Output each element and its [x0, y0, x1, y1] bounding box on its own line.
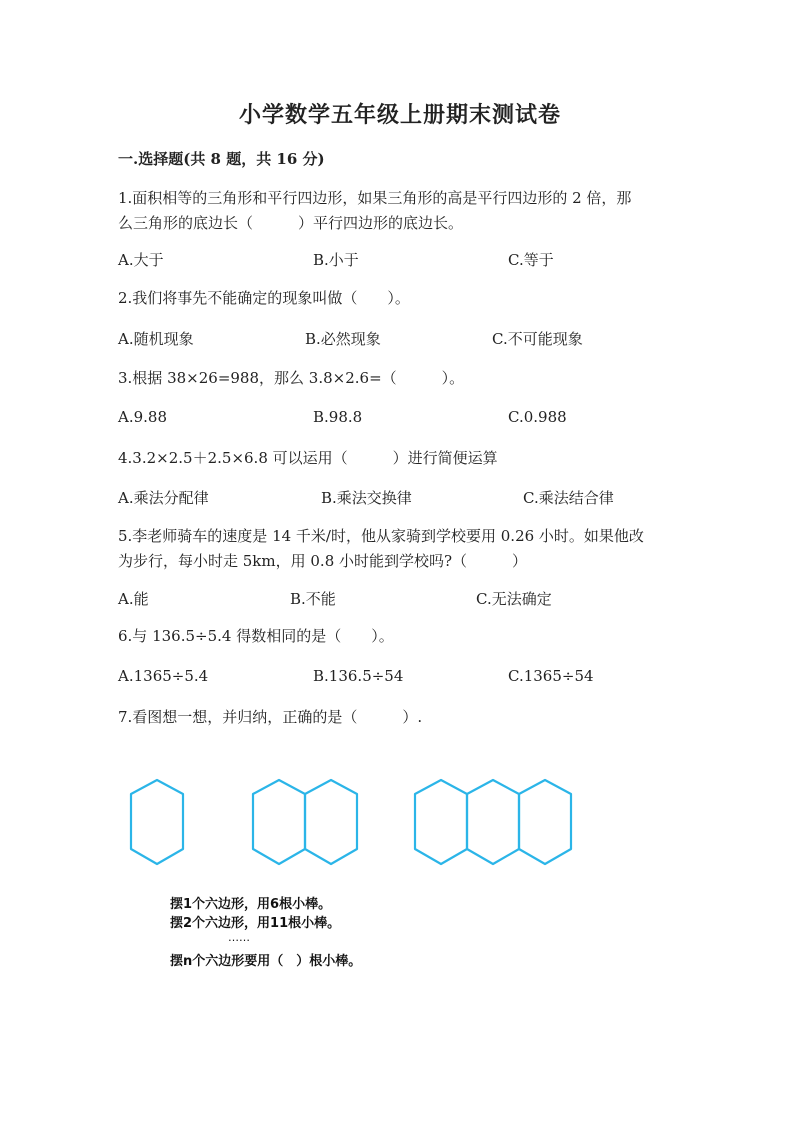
section-heading: 一.选择题(共 8 题，共 16 分)	[118, 150, 325, 168]
question-5-line-1: 5.李老师骑车的速度是 14 千米/时，他从家骑到学校要用 0.26 小时。如果他改	[118, 527, 644, 545]
hexagon-triple-left	[415, 780, 467, 864]
question-1-option-c: C.等于	[508, 251, 554, 269]
question-5-option-b: B.不能	[290, 590, 336, 608]
figure-caption-2: 摆2个六边形，用11根小棒。	[170, 916, 341, 931]
question-5-line-2: 为步行，每小时走 5km，用 0.8 小时能到学校吗?（ ）	[118, 552, 528, 570]
question-4	[118, 446, 686, 471]
hexagon-pair-right	[305, 780, 357, 864]
figure-caption-3: 摆n个六边形要用（ ）根小棒。	[170, 954, 362, 969]
question-2-option-a: A.随机现象	[118, 330, 194, 348]
figure-caption-ellipsis: ……	[228, 931, 250, 944]
question-6-option-c: C.1365÷54	[508, 667, 594, 685]
question-3-option-a: A.9.88	[118, 408, 167, 426]
question-3-option-c: C.0.988	[508, 408, 567, 426]
question-2-option-b: B.必然现象	[305, 330, 381, 348]
hexagon-pair-left	[253, 780, 305, 864]
question-6-line-1: 6.与 136.5÷5.4 得数相同的是（ ）。	[118, 627, 394, 645]
question-4-line-1: 4.3.2×2.5＋2.5×6.8 可以运用（ ）进行简便运算	[118, 449, 498, 467]
page-title: 小学数学五年级上册期末测试卷	[238, 102, 561, 128]
question-5-option-c: C.无法确定	[476, 590, 552, 608]
question-6-option-a: A.1365÷5.4	[118, 667, 209, 685]
question-7	[118, 705, 686, 730]
question-2	[118, 286, 686, 311]
question-3-line-1: 3.根据 38×26=988，那么 3.8×2.6=（ ）。	[118, 369, 465, 387]
question-4-option-b: B.乘法交换律	[321, 489, 412, 507]
figure-caption-1: 摆1个六边形，用6根小棒。	[170, 897, 332, 912]
hexagon-triple-right	[519, 780, 571, 864]
question-3-option-b: B.98.8	[313, 408, 363, 426]
question-1-line-1: 1.面积相等的三角形和平行四边形，如果三角形的高是平行四边形的 2 倍，那	[118, 189, 632, 207]
question-2-line-1: 2.我们将事先不能确定的现象叫做（ ）。	[118, 289, 410, 307]
question-2-option-c: C.不可能现象	[492, 330, 583, 348]
hexagon-figure	[118, 772, 598, 872]
question-5	[118, 524, 686, 574]
hexagon-triple-middle	[467, 780, 519, 864]
question-1-option-a: A.大于	[118, 251, 164, 269]
hexagon-single	[131, 780, 183, 864]
question-6-option-b: B.136.5÷54	[313, 667, 404, 685]
question-3	[118, 366, 686, 391]
question-6	[118, 624, 686, 649]
question-1-line-2: 么三角形的底边长（ ）平行四边形的底边长。	[118, 214, 464, 232]
question-7-line-1: 7.看图想一想，并归纳，正确的是（ ）.	[118, 708, 423, 726]
question-1	[118, 186, 686, 236]
question-4-option-c: C.乘法结合律	[523, 489, 614, 507]
question-5-option-a: A.能	[118, 590, 149, 608]
question-4-option-a: A.乘法分配律	[118, 489, 209, 507]
question-1-option-b: B.小于	[313, 251, 359, 269]
